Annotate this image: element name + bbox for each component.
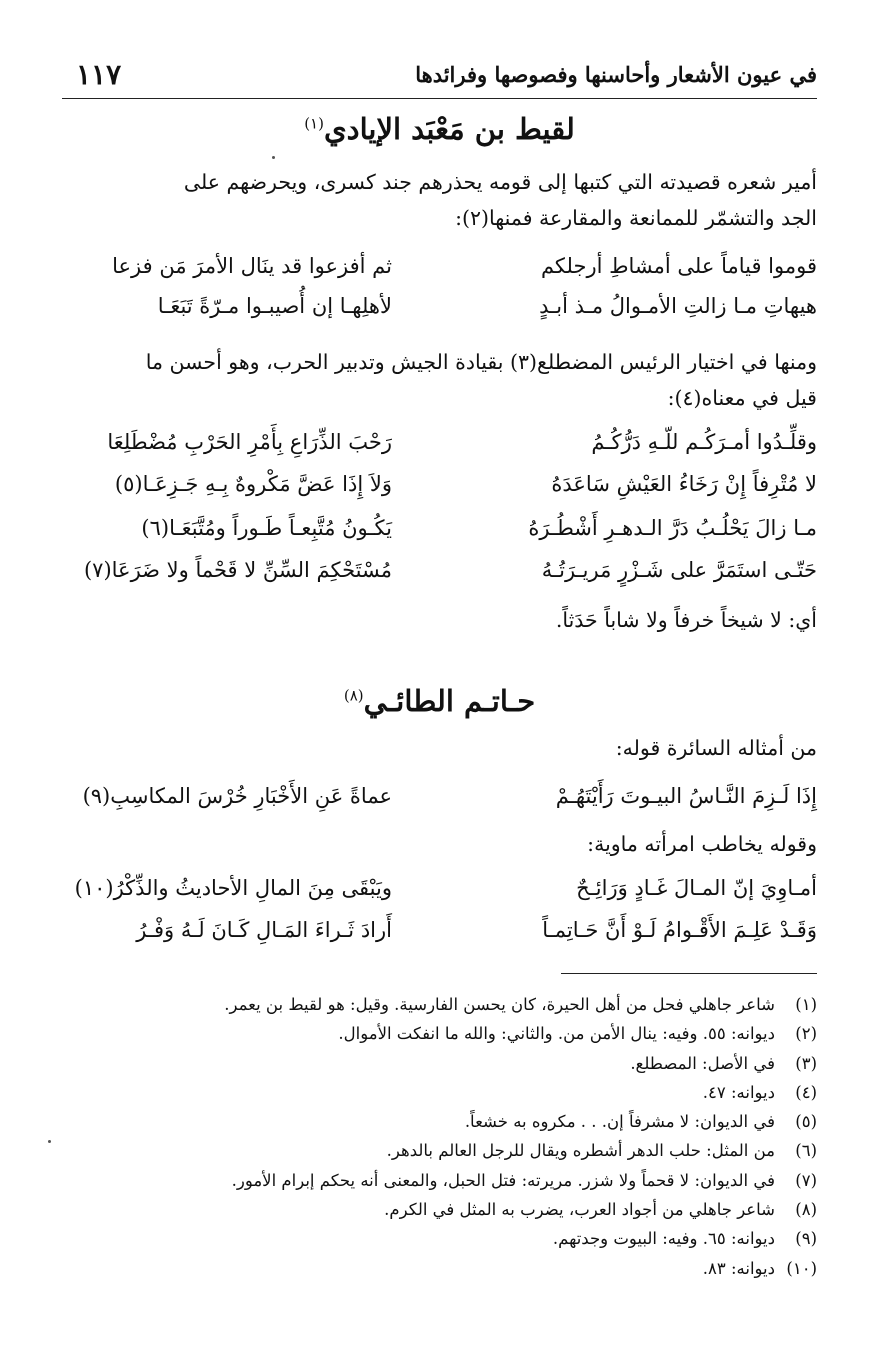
footnote xyxy=(62,990,817,1019)
verse-first-hemistich: مـا زالَ يَحْلُـبُ دَرَّ الـدهـرِ أَشْطُـرَهُ xyxy=(528,516,817,540)
footnote-text: شاعر جاهلي فحل من أهل الحيرة، كان يحسن الفارسية. وقيل: هو لقيط بن يعمر. xyxy=(224,995,775,1014)
prose-line: ومنها في اختيار الرئيس المضطلع(٣) بقيادة الجيش وتدبير الحرب، وهو أحسن ما xyxy=(145,350,817,374)
footnote xyxy=(62,1195,817,1224)
verse-second-hemistich: ويَبْقَى مِنَ المالِ الأحاديثُ والذِّكْرُ(١٠) xyxy=(74,876,392,900)
footnote-text: ديوانه: ٨٣. xyxy=(702,1258,775,1278)
verse-line xyxy=(62,918,817,954)
verse-second-hemistich: أَرادَ ثَـراءَ المَـالِ كَـانَ لَـهُ وَفْـرُ xyxy=(136,918,392,942)
verse-first-hemistich: وَقَـدْ عَلِـمَ الأَقْـوامُ لَـوْ أَنَّ حَـاتِمـاً xyxy=(542,918,817,942)
footnote xyxy=(62,1254,817,1283)
footnote-number: (١) xyxy=(795,995,817,1014)
footnote-text: ديوانه: ٤٧. xyxy=(702,1082,775,1102)
intro-line: الجد والتشمّر للممانعة والمقارعة فمنها(٢): xyxy=(455,206,817,230)
footnote-number: (٨) xyxy=(795,1200,817,1220)
ink-dot xyxy=(272,156,275,159)
footnote-rule xyxy=(561,973,817,974)
verse-first-hemistich: لا مُتْرِفاً إِنْ رَخَاءُ العَيْشِ سَاعَدَهُ xyxy=(551,472,817,496)
section-heading-laqit xyxy=(62,112,817,146)
verse-line xyxy=(62,516,817,552)
footnote-number: (٤) xyxy=(795,1082,817,1102)
section-title: حـاتـم الطائـي xyxy=(363,684,536,718)
prose-line: من أمثاله السائرة قوله: xyxy=(615,736,817,760)
running-header xyxy=(62,58,817,99)
footnote-number: (٩) xyxy=(795,1229,817,1249)
section-heading-hatim xyxy=(62,684,817,718)
footnote xyxy=(62,1078,817,1107)
footnote xyxy=(62,1136,817,1165)
verse-line xyxy=(62,558,817,594)
verse-first-hemistich: حَتّـى استَمَرَّ على شَـزْرٍ مَريـرَتُـهُ xyxy=(541,558,817,582)
prose-line: قيل في معناه(٤): xyxy=(667,386,817,410)
verse-line xyxy=(62,876,817,912)
footnote-text: في الديوان: لا قحماً ولا شزر. مريرته: فتل الحبل، والمعنى أنه يحكم إبرام الأمور. xyxy=(231,1170,775,1190)
footnote-number: (٢) xyxy=(795,1024,817,1044)
verse-second-hemistich: ثم أفزعوا قد ينَال الأمرَ مَن فزعا xyxy=(112,254,392,278)
verse-first-hemistich: هيهاتِ مـا زالتِ الأمـوالُ مـذ أبـدٍ xyxy=(539,294,817,318)
verse-second-hemistich: عماةً عَنِ الأَخْبَارِ خُرْسَ المكاسِبِ(٩) xyxy=(82,784,392,808)
footnote xyxy=(62,1019,817,1048)
footnote-text: من المثل: حلب الدهر أشطره ويقال للرجل العالم بالدهر. xyxy=(386,1141,775,1161)
page-number: ١١٧ xyxy=(76,58,122,91)
footnote-number: (١٠) xyxy=(786,1258,817,1278)
verse-second-hemistich: وَلاَ إِذَا عَضَّ مَكْروهٌ بِـهِ جَـزِعَـا(٥) xyxy=(114,472,392,496)
verse-line xyxy=(62,294,817,330)
verse-first-hemistich: قوموا قياماً على أمشاطِ أرجلكم xyxy=(540,254,817,278)
verse-second-hemistich: لأهلِهـا إن أُصيبـوا مـرّةً تَبَعَـا xyxy=(157,294,392,318)
footnote-number: (٥) xyxy=(795,1112,817,1132)
footnote-text: ديوانه: ٦٥. وفيه: البيوت وجدتهم. xyxy=(552,1229,775,1249)
gloss-line: أي: لا شيخاً خرفاً ولا شاباً حَدَثاً. xyxy=(555,608,817,632)
section-title: لقيط بن مَعْبَد الإيادي xyxy=(323,112,575,146)
prose-line: وقوله يخاطب امرأته ماوية: xyxy=(587,832,817,856)
footnote xyxy=(62,1224,817,1253)
footnote-number: (٣) xyxy=(795,1053,817,1073)
verse-second-hemistich: يَكُـونُ مُتَّبِعـاً طَـوراً ومُتَّبَعَـا(٦) xyxy=(141,516,392,540)
footnote-number: (٧) xyxy=(795,1170,817,1190)
intro-line: أمير شعره قصيدته التي كتبها إلى قومه يحذرهم جند كسرى، ويحرضهم على xyxy=(183,170,817,194)
verse-second-hemistich: مُسْتَحْكِمَ السِّنِّ لا قَحْماً ولا ضَرَعَا(٧) xyxy=(83,558,392,582)
footnote-text: ديوانه: ٥٥. وفيه: ينال الأمن من. والثاني: والله ما انفكت الأموال. xyxy=(338,1024,775,1044)
verse-line xyxy=(62,430,817,466)
verse-line xyxy=(62,472,817,508)
footnote-text: في الديوان: لا مشرفاً إن. . . مكروه به خشعاً. xyxy=(464,1112,775,1132)
verse-first-hemistich: وقلِّـدُوا أمـرَكُـم للّـهِ دَرُّكُـمُ xyxy=(591,430,817,454)
verse-line xyxy=(62,254,817,290)
footnote xyxy=(62,1049,817,1078)
running-title: في عيون الأشعار وأحاسنها وفصوصها وفرائدها xyxy=(415,62,817,87)
verse-second-hemistich: رَحْبَ الذِّرَاعِ بِأَمْرِ الحَرْبِ مُضْطَلِعَا xyxy=(107,430,392,454)
verse-first-hemistich: أمـاوِيَ إنّ المـالَ غَـادٍ وَرَائِـحٌ xyxy=(576,876,817,900)
footnote xyxy=(62,1166,817,1195)
verse-line xyxy=(62,784,817,820)
ink-dot xyxy=(48,1140,51,1143)
footnote xyxy=(62,1107,817,1136)
footnote-text: شاعر جاهلي من أجواد العرب، يضرب به المثل في الكرم. xyxy=(384,1200,775,1220)
footnote-number: (٦) xyxy=(795,1141,817,1161)
footnote-text: في الأصل: المصطلع. xyxy=(630,1053,775,1073)
footnote-ref: (١) xyxy=(304,114,324,133)
footnotes xyxy=(62,990,817,1283)
verse-first-hemistich: إِذَا لَـزِمَ النَّـاسُ البيـوتَ رَأَيْتَهُـمْ xyxy=(555,784,817,808)
footnote-ref: (٨) xyxy=(343,686,364,705)
